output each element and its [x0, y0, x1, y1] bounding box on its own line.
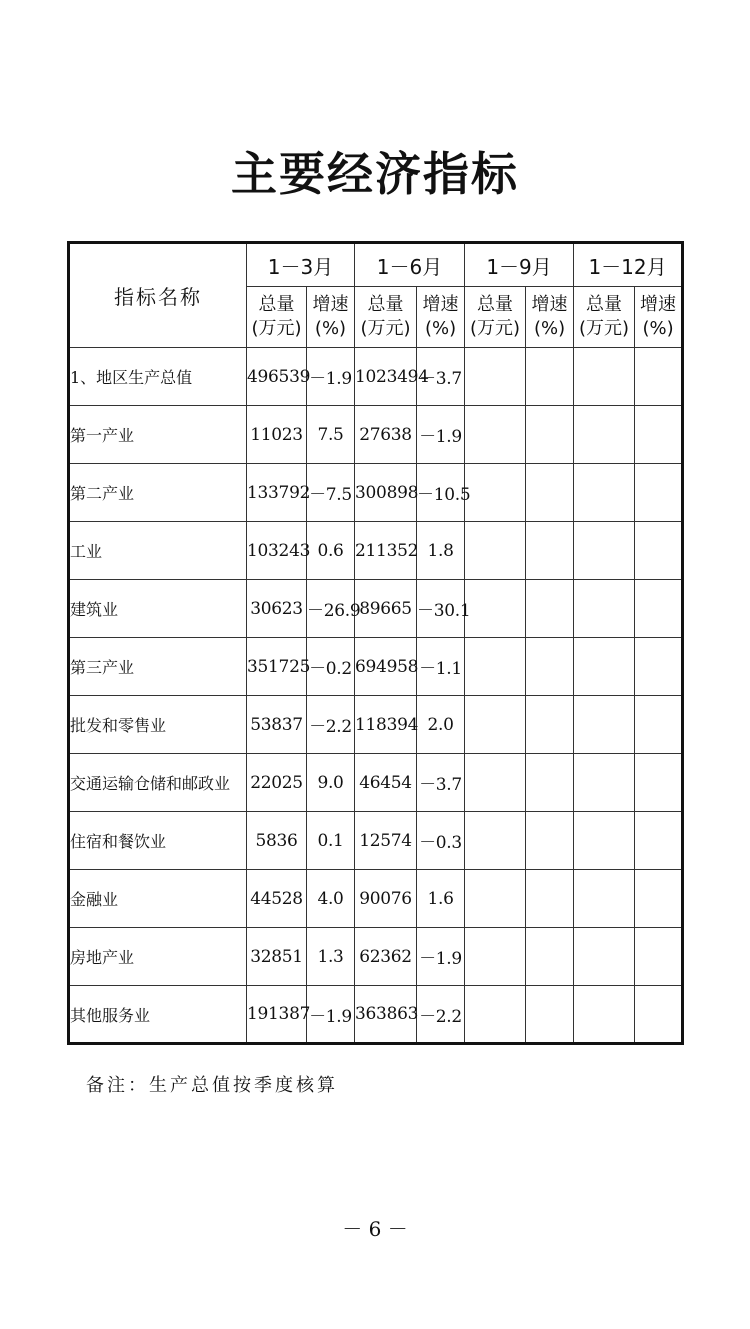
growth-rate-cell: －1.9 [307, 348, 355, 406]
total-amount-cell [574, 928, 635, 986]
total-amount-cell: 133792 [247, 464, 307, 522]
header-label: 总量 [258, 294, 295, 315]
growth-rate-cell: －7.5 [307, 464, 355, 522]
growth-rate-cell: －3.7 [417, 754, 465, 812]
table-row [69, 464, 683, 522]
period-header-q1: 1－3月 [247, 243, 355, 287]
total-amount-cell [574, 522, 635, 580]
growth-rate-cell: －30.1 [417, 580, 465, 638]
table-row [69, 638, 683, 696]
growth-rate-cell: 4.0 [307, 870, 355, 928]
table-row [69, 348, 683, 406]
period-header-q3: 1－9月 [465, 243, 574, 287]
growth-rate-cell [635, 406, 683, 464]
table-row [69, 754, 683, 812]
total-amount-cell [574, 754, 635, 812]
total-amount-cell [465, 638, 526, 696]
growth-rate-cell: 0.6 [307, 522, 355, 580]
growth-rate-cell: 2.0 [417, 696, 465, 754]
indicator-name-cell: 交通运输仓储和邮政业 [69, 754, 247, 812]
table-row [69, 986, 683, 1044]
indicator-name-cell: 住宿和餐饮业 [69, 812, 247, 870]
growth-rate-cell [526, 696, 574, 754]
indicator-name-cell: 工业 [69, 522, 247, 580]
growth-rate-cell: 1.8 [417, 522, 465, 580]
growth-rate-header [526, 287, 574, 348]
growth-rate-cell: 0.1 [307, 812, 355, 870]
total-amount-cell [465, 348, 526, 406]
growth-rate-cell [526, 406, 574, 464]
growth-rate-cell [526, 580, 574, 638]
total-amount-cell [465, 580, 526, 638]
total-amount-cell [465, 522, 526, 580]
total-amount-cell: 211352 [355, 522, 417, 580]
total-amount-cell: 12574 [355, 812, 417, 870]
header-unit: (万元) [251, 318, 302, 339]
total-amount-cell [465, 986, 526, 1044]
growth-rate-cell [635, 754, 683, 812]
indicator-name-cell: 其他服务业 [69, 986, 247, 1044]
total-amount-cell: 27638 [355, 406, 417, 464]
indicator-name-cell: 第一产业 [69, 406, 247, 464]
total-amount-cell: 11023 [247, 406, 307, 464]
table-row [69, 928, 683, 986]
indicator-name-cell: 建筑业 [69, 580, 247, 638]
growth-rate-cell: －2.2 [307, 696, 355, 754]
growth-rate-cell [526, 986, 574, 1044]
table-header [69, 243, 683, 348]
total-amount-cell: 30623 [247, 580, 307, 638]
total-amount-cell: 90076 [355, 870, 417, 928]
header-label: 总量 [477, 294, 514, 315]
table-row [69, 812, 683, 870]
total-amount-cell [465, 870, 526, 928]
total-amount-cell: 32851 [247, 928, 307, 986]
total-amount-cell: 118394 [355, 696, 417, 754]
growth-rate-cell [635, 928, 683, 986]
total-amount-cell: 694958 [355, 638, 417, 696]
growth-rate-header [635, 287, 683, 348]
total-amount-cell: 300898 [355, 464, 417, 522]
growth-rate-cell [526, 638, 574, 696]
growth-rate-cell [635, 870, 683, 928]
growth-rate-cell: －10.5 [417, 464, 465, 522]
total-amount-cell: 1023494 [355, 348, 417, 406]
total-amount-cell [465, 464, 526, 522]
growth-rate-cell [526, 928, 574, 986]
growth-rate-cell [526, 348, 574, 406]
header-label: 增速 [422, 294, 459, 315]
growth-rate-cell [635, 580, 683, 638]
total-amount-cell [574, 986, 635, 1044]
total-amount-cell: 62362 [355, 928, 417, 986]
total-amount-header [574, 287, 635, 348]
total-amount-cell [574, 348, 635, 406]
header-label: 总量 [367, 294, 404, 315]
economic-indicators-table [67, 241, 684, 1045]
total-amount-cell [574, 406, 635, 464]
total-amount-cell [465, 406, 526, 464]
growth-rate-cell: －1.9 [417, 406, 465, 464]
total-amount-cell: 363863 [355, 986, 417, 1044]
indicator-name-cell: 批发和零售业 [69, 696, 247, 754]
growth-rate-cell: 1.3 [307, 928, 355, 986]
header-unit: (%) [642, 318, 674, 339]
header-unit: (万元) [579, 318, 630, 339]
total-amount-cell: 5836 [247, 812, 307, 870]
growth-rate-cell [526, 754, 574, 812]
total-amount-cell: 89665 [355, 580, 417, 638]
total-amount-cell: 351725 [247, 638, 307, 696]
header-unit: (万元) [470, 318, 521, 339]
page-title: 主要经济指标 [231, 147, 519, 201]
growth-rate-header [307, 287, 355, 348]
total-amount-header [247, 287, 307, 348]
growth-rate-header [417, 287, 465, 348]
growth-rate-cell: －2.2 [417, 986, 465, 1044]
header-label: 增速 [312, 294, 349, 315]
indicator-name-cell: 第二产业 [69, 464, 247, 522]
growth-rate-cell [526, 812, 574, 870]
indicator-name-cell: 1、地区生产总值 [69, 348, 247, 406]
header-label: 增速 [640, 294, 677, 315]
growth-rate-cell [526, 870, 574, 928]
growth-rate-cell: －1.9 [417, 928, 465, 986]
growth-rate-cell [526, 464, 574, 522]
total-amount-header [465, 287, 526, 348]
total-amount-cell [465, 754, 526, 812]
total-amount-header [355, 287, 417, 348]
header-unit: (万元) [360, 318, 411, 339]
total-amount-cell: 191387 [247, 986, 307, 1044]
growth-rate-cell: －3.7 [417, 348, 465, 406]
header-unit: (%) [314, 318, 347, 339]
growth-rate-cell [526, 522, 574, 580]
total-amount-cell [574, 638, 635, 696]
growth-rate-cell [635, 986, 683, 1044]
growth-rate-cell: －0.3 [417, 812, 465, 870]
indicator-name-header: 指标名称 [69, 243, 247, 348]
growth-rate-cell [635, 638, 683, 696]
total-amount-cell [574, 696, 635, 754]
growth-rate-cell: 1.6 [417, 870, 465, 928]
total-amount-cell [465, 928, 526, 986]
header-unit: (%) [424, 318, 457, 339]
total-amount-cell: 46454 [355, 754, 417, 812]
growth-rate-cell [635, 812, 683, 870]
indicator-name-cell: 第三产业 [69, 638, 247, 696]
total-amount-cell [574, 580, 635, 638]
total-amount-cell [574, 812, 635, 870]
header-label: 总量 [586, 294, 623, 315]
growth-rate-cell: －1.1 [417, 638, 465, 696]
table-row [69, 870, 683, 928]
growth-rate-cell: －0.2 [307, 638, 355, 696]
page-number: － 6 － [342, 1217, 408, 1241]
total-amount-cell [465, 696, 526, 754]
header-label: 增速 [531, 294, 568, 315]
growth-rate-cell: －1.9 [307, 986, 355, 1044]
header-unit: (%) [533, 318, 566, 339]
total-amount-cell: 103243 [247, 522, 307, 580]
growth-rate-cell: 9.0 [307, 754, 355, 812]
total-amount-cell [574, 464, 635, 522]
growth-rate-cell: －26.9 [307, 580, 355, 638]
total-amount-cell: 53837 [247, 696, 307, 754]
table-row [69, 406, 683, 464]
table-row [69, 522, 683, 580]
growth-rate-cell [635, 696, 683, 754]
total-amount-cell: 496539 [247, 348, 307, 406]
table-row [69, 580, 683, 638]
growth-rate-cell [635, 348, 683, 406]
total-amount-cell [465, 812, 526, 870]
indicator-name-cell: 房地产业 [69, 928, 247, 986]
indicator-name-cell: 金融业 [69, 870, 247, 928]
growth-rate-cell: 7.5 [307, 406, 355, 464]
period-header-h1: 1－6月 [355, 243, 465, 287]
total-amount-cell: 44528 [247, 870, 307, 928]
total-amount-cell: 22025 [247, 754, 307, 812]
table-row [69, 696, 683, 754]
growth-rate-cell [635, 464, 683, 522]
period-header-year: 1－12月 [574, 243, 683, 287]
footnote: 备注：生产总值按季度核算 [86, 1075, 338, 1096]
growth-rate-cell [635, 522, 683, 580]
table-body [69, 348, 683, 1044]
total-amount-cell [574, 870, 635, 928]
